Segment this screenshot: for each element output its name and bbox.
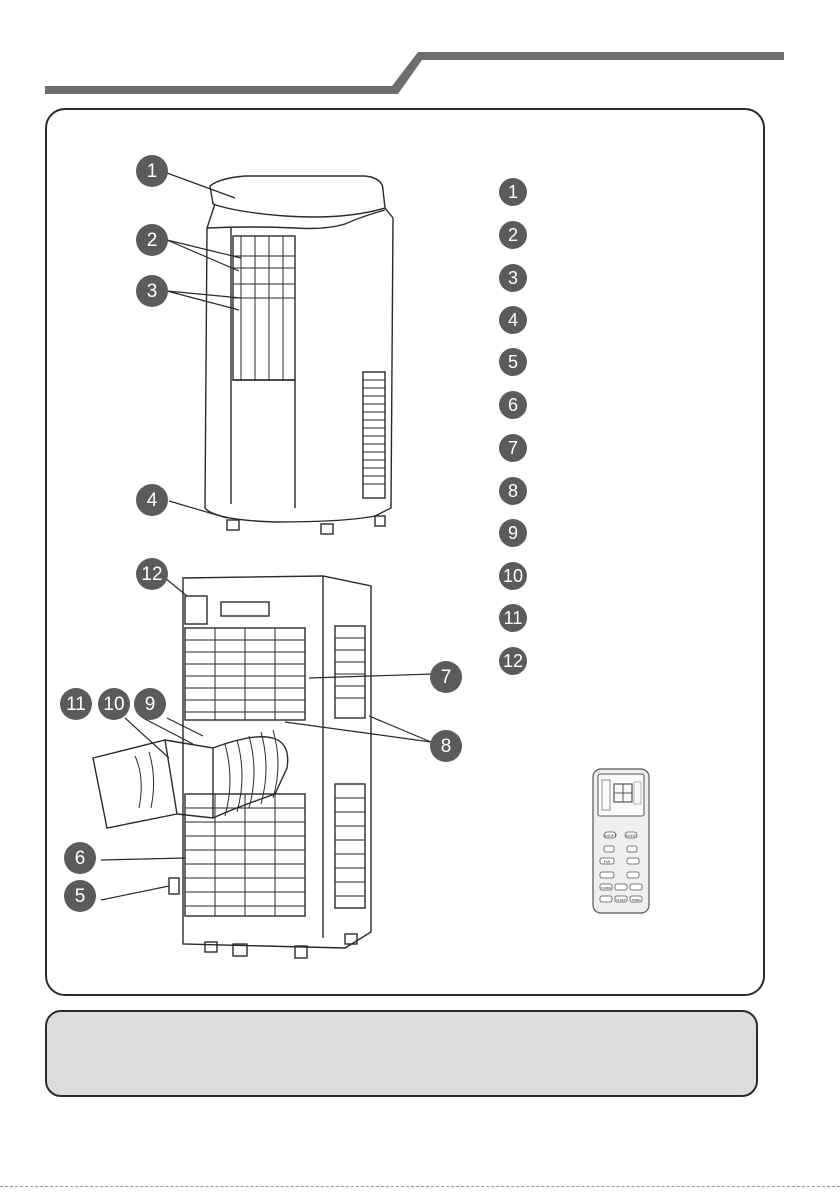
legend-marker-10: 10	[499, 562, 527, 590]
legend-marker-5: 5	[499, 348, 527, 376]
remote-onoff-label: ON/OFF	[603, 834, 617, 838]
legend-marker-3: 3	[499, 264, 527, 292]
remote-mode-label: MODE	[625, 834, 637, 838]
remote-fan-label: FAN	[603, 860, 611, 864]
legend-marker-7: 7	[499, 434, 527, 462]
legend-marker-11: 11	[499, 604, 527, 632]
legend-marker-1: 1	[499, 178, 527, 206]
callout-marker-2: 2	[136, 224, 168, 256]
remote-sleep-label: SLEEP	[616, 898, 626, 902]
callout-marker-3: 3	[136, 275, 168, 307]
legend-marker-4: 4	[499, 306, 527, 334]
callout-marker-8: 8	[430, 730, 462, 762]
callout-marker-10: 10	[98, 688, 130, 720]
remote-timer-label: TIMER	[631, 898, 641, 902]
callout-marker-11: 11	[60, 688, 92, 720]
legend-marker-6: 6	[499, 391, 527, 419]
note-panel	[45, 1010, 758, 1097]
callout-marker-7: 7	[430, 661, 462, 693]
legend-marker-2: 2	[499, 221, 527, 249]
callout-marker-4: 4	[136, 484, 168, 516]
legend-marker-8: 8	[499, 477, 527, 505]
remote-control	[592, 768, 650, 914]
legend-marker-12: 12	[499, 647, 527, 675]
remote-turbo-label: TURBO	[600, 886, 612, 890]
callout-marker-6: 6	[64, 842, 96, 874]
legend-marker-9: 9	[499, 519, 527, 547]
callout-marker-5: 5	[64, 880, 96, 912]
page-bottom-rule	[0, 1186, 840, 1189]
header-rule	[0, 0, 840, 110]
callout-marker-12: 12	[136, 558, 168, 590]
callout-marker-1: 1	[136, 155, 168, 187]
callout-marker-9: 9	[134, 688, 166, 720]
